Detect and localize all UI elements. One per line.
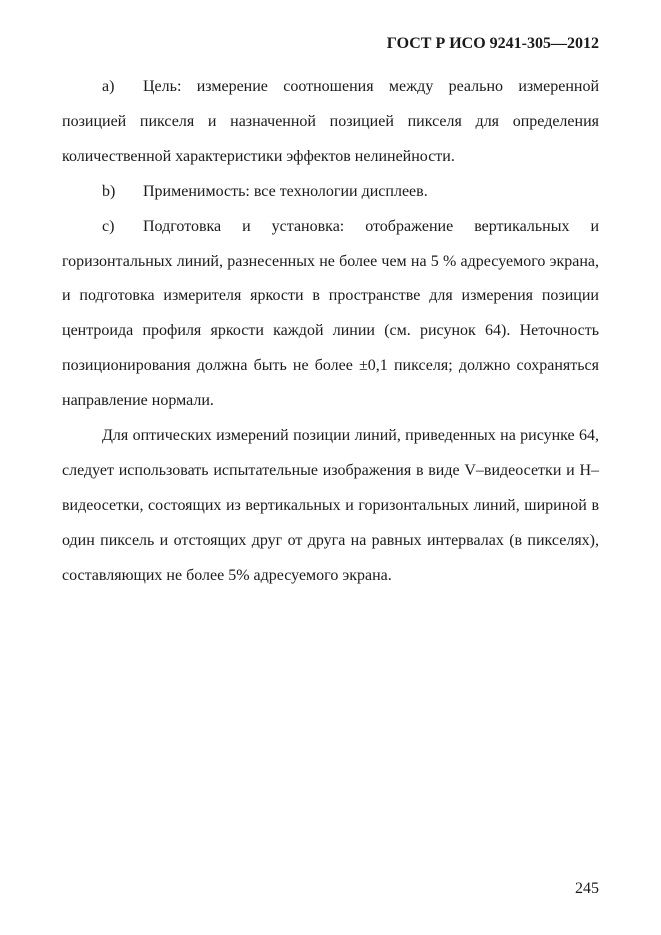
list-marker: a) xyxy=(102,78,115,95)
list-item-a xyxy=(62,70,599,175)
standard-header: ГОСТ Р ИСО 9241-305—2012 xyxy=(386,35,599,52)
document-body xyxy=(62,70,599,594)
list-item-c xyxy=(62,210,599,419)
list-item-text: Цель: измерение соотношения между реально измеренной позицией пикселя и назначенной позицией пикселя для определения количественной характеристики эффектов нелинейности. xyxy=(62,78,599,165)
list-item-text: Подготовка и установка: отображение вертикальных и горизонтальных линий, разнесенных не более чем на 5 % адресуемого экрана, и подготовка измерителя яркости в пространстве для измерения позиции центроида профиля яркости каждой линии (см. рисунок 64). Неточность позиционирования должна быть не более ±0,1 пикселя; должно сохраняться направление нормали. xyxy=(62,217,599,410)
list-item-text: Применимость: все технологии дисплеев. xyxy=(143,182,428,200)
list-item-b xyxy=(62,175,599,210)
list-marker: b) xyxy=(102,182,116,200)
page-number: 245 xyxy=(575,880,599,897)
body-paragraph: Для оптических измерений позиции линий, приведенных на рисунке 64, следует использовать испытательные изображения в виде V–видеосетки и H–видеосетки, состоящих из вертикальных и горизонтальных линий, шириной в один пиксель и отстоящих друг от друга на равных интервалах (в пикселях), составляющих не более 5% адресуемого экрана. xyxy=(62,427,599,584)
list-marker: c) xyxy=(102,217,115,235)
